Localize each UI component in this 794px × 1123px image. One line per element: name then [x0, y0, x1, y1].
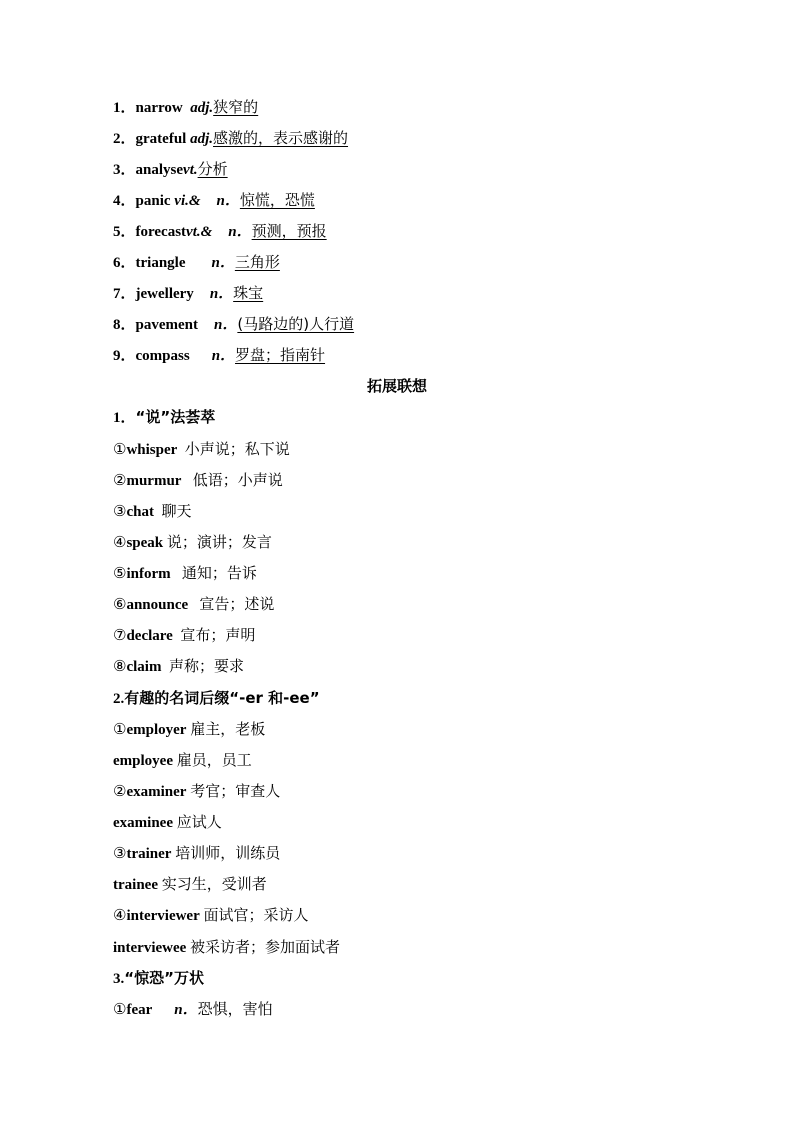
vocab-meaning: 三角形 [234, 253, 280, 271]
vocab-item-3 [113, 159, 228, 180]
group-number: 1． [113, 410, 136, 426]
word: interviewee [113, 940, 187, 956]
group-2-item-5 [113, 843, 280, 864]
vocab-item-1 [113, 97, 258, 118]
item-number: 7． [113, 286, 136, 302]
circled-number: ① [113, 1000, 127, 1018]
meaning: 应试人 [176, 813, 222, 831]
vocab-word: pavement [135, 317, 199, 333]
part-of-speech: vt.& [186, 224, 213, 240]
group-2-item-7 [113, 905, 309, 926]
group-3-item-1 [113, 999, 273, 1020]
group-2-item-8 [113, 937, 340, 958]
group-1-item-7 [113, 625, 255, 646]
word: declare [126, 628, 173, 644]
group-3-title [113, 968, 204, 989]
meaning: 聊天 [161, 502, 192, 520]
group-1-item-4 [113, 532, 272, 553]
item-number: 9． [113, 348, 136, 364]
word: announce [126, 597, 189, 613]
group-2-item-6 [113, 874, 267, 895]
item-number: 3． [113, 162, 136, 178]
meaning: 小声说；私下说 [184, 440, 290, 458]
circled-number: ⑤ [113, 564, 127, 582]
part-of-speech-noun: n． [214, 317, 238, 333]
meaning: 雇员，员工 [176, 751, 252, 769]
group-title: 有趣的名词后缀“-er 和-ee” [124, 689, 320, 707]
circled-number: ⑦ [113, 626, 127, 644]
group-2-item-4 [113, 812, 222, 833]
vocab-meaning: 感激的，表示感谢的 [213, 129, 349, 147]
word: examinee [113, 815, 173, 831]
meaning: 说；演讲；发言 [166, 533, 272, 551]
vocab-item-4 [113, 190, 315, 211]
group-2-title [113, 688, 320, 709]
vocab-item-7 [113, 283, 263, 304]
word: trainee [113, 877, 158, 893]
group-1-item-6 [113, 594, 274, 615]
item-number: 1． [113, 100, 136, 116]
word: fear [126, 1002, 153, 1018]
part-of-speech-noun: n． [174, 1002, 198, 1018]
group-1-item-1 [113, 439, 290, 460]
meaning: 恐惧，害怕 [197, 1000, 273, 1018]
circled-number: ② [113, 782, 127, 800]
part-of-speech-noun: n． [228, 224, 252, 240]
circled-number: ⑥ [113, 595, 127, 613]
group-number: 3. [113, 971, 125, 987]
vocab-word: triangle [135, 255, 186, 271]
vocab-word: narrow [135, 100, 183, 116]
circled-number: ① [113, 720, 127, 738]
vocab-item-9 [113, 345, 325, 366]
part-of-speech: vi.& [174, 193, 201, 209]
circled-number: ③ [113, 844, 127, 862]
item-number: 6． [113, 255, 136, 271]
part-of-speech: adj. [190, 100, 214, 116]
part-of-speech: vt. [183, 162, 198, 178]
part-of-speech-noun: n． [216, 193, 240, 209]
item-number: 4． [113, 193, 136, 209]
word: employee [113, 753, 173, 769]
word: murmur [126, 473, 182, 489]
word: chat [126, 504, 154, 520]
part-of-speech-noun: n． [211, 348, 236, 364]
meaning: 低语；小声说 [192, 471, 283, 489]
item-number: 2． [113, 131, 136, 147]
item-number: 8． [113, 317, 136, 333]
group-1-item-5 [113, 563, 257, 584]
group-1-item-8 [113, 656, 244, 677]
group-2-item-2 [113, 750, 252, 771]
circled-number: ① [113, 440, 127, 458]
vocab-word: panic [135, 193, 171, 209]
word: inform [126, 566, 171, 582]
word: interviewer [126, 908, 200, 924]
vocab-item-6 [113, 252, 280, 273]
vocab-meaning: (马路边的)人行道 [237, 315, 355, 333]
circled-number: ③ [113, 502, 127, 520]
part-of-speech-noun: n． [209, 286, 234, 302]
group-1-item-2 [113, 470, 283, 491]
vocab-item-5 [113, 221, 327, 242]
vocab-item-8 [113, 314, 354, 335]
vocab-meaning: 预测，预报 [251, 222, 327, 240]
vocab-meaning: 分析 [197, 160, 228, 178]
group-1-item-3 [113, 501, 191, 522]
part-of-speech: adj. [190, 131, 214, 147]
word: employer [126, 722, 187, 738]
meaning: 通知；告诉 [181, 564, 257, 582]
word: trainer [126, 846, 172, 862]
meaning: 面试官；采访人 [203, 906, 309, 924]
vocab-word: analyse [135, 162, 184, 178]
vocab-meaning: 罗盘；指南针 [235, 346, 326, 364]
meaning: 宣告；述说 [199, 595, 275, 613]
meaning: 被采访者；参加面试者 [190, 938, 341, 956]
word: speak [126, 535, 164, 551]
vocab-meaning: 惊慌，恐慌 [239, 191, 315, 209]
vocab-word: jewellery [135, 286, 194, 302]
word: claim [126, 659, 162, 675]
meaning: 实习生，受训者 [161, 875, 267, 893]
group-title: “说”法荟萃 [135, 408, 216, 426]
meaning: 考官；审查人 [190, 782, 281, 800]
group-1-title [113, 407, 215, 428]
part-of-speech-noun: n． [211, 255, 235, 271]
meaning: 雇主，老板 [190, 720, 266, 738]
circled-number: ② [113, 471, 127, 489]
group-2-item-1 [113, 719, 265, 740]
group-2-item-3 [113, 781, 280, 802]
vocab-meaning: 珠宝 [233, 284, 264, 302]
group-title: “惊恐”万状 [124, 969, 204, 987]
section-heading: 拓展联想 [366, 377, 427, 395]
circled-number: ④ [113, 906, 127, 924]
meaning: 声称；要求 [168, 657, 244, 675]
vocab-item-2 [113, 128, 348, 149]
vocab-word: grateful [135, 131, 187, 147]
vocab-word: compass [135, 348, 190, 364]
item-number: 5． [113, 224, 136, 240]
word: whisper [126, 442, 178, 458]
word: examiner [126, 784, 187, 800]
group-number: 2. [113, 691, 125, 707]
vocab-word: forecast [135, 224, 187, 240]
vocab-meaning: 狭窄的 [213, 98, 259, 116]
circled-number: ④ [113, 533, 127, 551]
meaning: 培训师，训练员 [175, 844, 281, 862]
circled-number: ⑧ [113, 657, 127, 675]
meaning: 宣布；声明 [180, 626, 256, 644]
